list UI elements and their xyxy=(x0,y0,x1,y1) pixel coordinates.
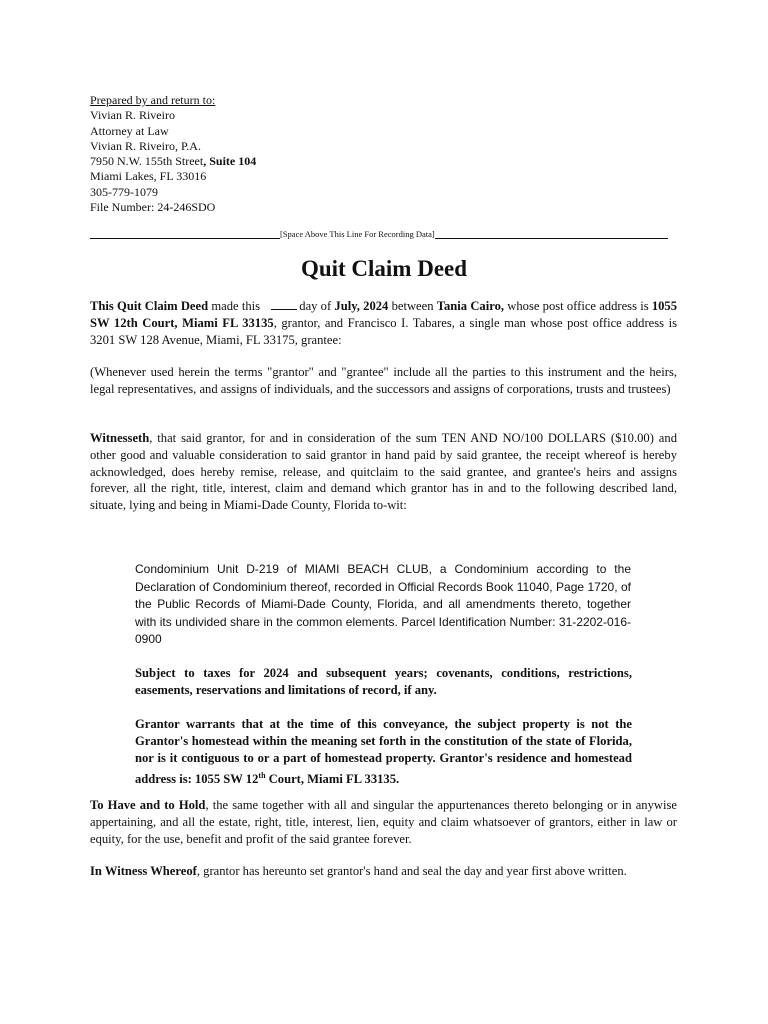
recording-note: [Space Above This Line For Recording Data] xyxy=(280,229,435,239)
in-witness-label: In Witness Whereof xyxy=(90,864,197,878)
preparer-street: 7950 N.W. 155th Street xyxy=(90,154,204,169)
preparer-street-separator: , xyxy=(203,154,210,169)
preparer-firm: Vivian R. Riveiro, P.A. xyxy=(90,138,201,153)
day-blank xyxy=(271,298,297,310)
definitions-paragraph: (Whenever used herein the terms "grantor" and "grantee" include all the parties to this instrument and the heirs, legal representatives, and assigns of individuals, and the successors and assigns of corporations, trusts and trustees) xyxy=(90,365,677,396)
file-number: File Number: 24-246SDO xyxy=(90,200,216,215)
deed-name: This Quit Claim Deed xyxy=(90,299,209,313)
preparer-name: Vivian R. Riveiro xyxy=(90,108,175,123)
preparer-street-line xyxy=(90,154,256,169)
homestead-ordinal: th xyxy=(258,771,266,780)
preparer-block xyxy=(90,93,256,215)
witnesseth-paragraph xyxy=(90,430,677,514)
intro-text: between xyxy=(388,299,437,313)
preparer-city: Miami Lakes, FL 33016 xyxy=(90,169,207,184)
preparer-title: Attorney at Law xyxy=(90,123,169,138)
grantor-address: 1055 SW 12th Court, Miami FL 33135 xyxy=(90,299,678,330)
in-witness-text: , grantor has hereunto set grantor's hand and seal the day and year first above written. xyxy=(196,864,627,878)
preparer-phone: 305-779-1079 xyxy=(90,184,158,199)
witnesseth-text: , that said grantor, for and in consideration of the sum TEN AND NO/100 DOLLARS ($10.00) and other good and valuable consideration to said grantor in hand paid by said grantee, the receipt whereof is hereby acknowledged, does hereby remise, release, and quitclaim to the said grantee, and grantee's heirs and assigns forever, all the right, title, interest, claim and demand which grantor has in and to the following described land, situate, lying and being in Miami-Dade County, Florida to-wit: xyxy=(90,431,677,513)
habendum-paragraph xyxy=(90,797,677,847)
habendum-label: To Have and to Hold xyxy=(90,798,206,812)
recording-data-line xyxy=(90,229,668,239)
document-title: Quit Claim Deed xyxy=(300,256,468,281)
subject-to-paragraph: Subject to taxes for 2024 and subsequent years; covenants, conditions, restrictions, easements, reservations and limitations of record, if any. xyxy=(135,666,632,697)
homestead-paragraph xyxy=(135,716,632,788)
intro-paragraph xyxy=(90,298,677,348)
recording-rule-right xyxy=(435,230,668,239)
grantor-name: Tania Cairo, xyxy=(436,299,505,313)
witnesseth-label: Witnesseth xyxy=(90,431,150,445)
homestead-text: Grantor warrants that at the time of this conveyance, the subject property is not the Grantor's homestead within the meaning set forth in the constitution of the state of Florida, nor is it contiguous to or a part of homestead property. Grantor's residence and homestead address is: 1055 SW 12 xyxy=(135,717,632,787)
habendum-text: , the same together with all and singular the appurtenances thereto belonging or in anywise appertaining, and all the estate, right, title, interest, lien, equity and claim whatsoever of grantors, either in law or equity, for the use, benefit and profit of the said grantee forever. xyxy=(90,798,677,846)
prepared-by-heading: Prepared by and return to: xyxy=(90,93,216,107)
legal-description: Condominium Unit D-219 of MIAMI BEACH CLUB, a Condominium according to the Declaration of Condominium thereof, recorded in Official Records Book 11040, Page 1720, of the Public Records of Miami-Dade County, Florida, and all amendments thereto, together with its undivided share in the common elements. Parcel Identification Number: 31-2202-016-0900 xyxy=(135,562,631,646)
preparer-suite: Suite 104 xyxy=(209,154,257,169)
recording-rule-left xyxy=(90,230,280,239)
intro-text: , grantor, and Francisco I. Tabares, a single man whose post office address is 3201 SW 128 Avenue, Miami, FL 33175, grantee: xyxy=(90,315,677,347)
intro-text: made this xyxy=(208,299,264,313)
in-witness-paragraph xyxy=(90,863,677,880)
intro-text: whose post office address is xyxy=(504,299,652,313)
deed-date: July, 2024 xyxy=(334,299,389,313)
homestead-text-end: Court, Miami FL 33135. xyxy=(265,772,400,787)
intro-text: day of xyxy=(299,299,335,313)
